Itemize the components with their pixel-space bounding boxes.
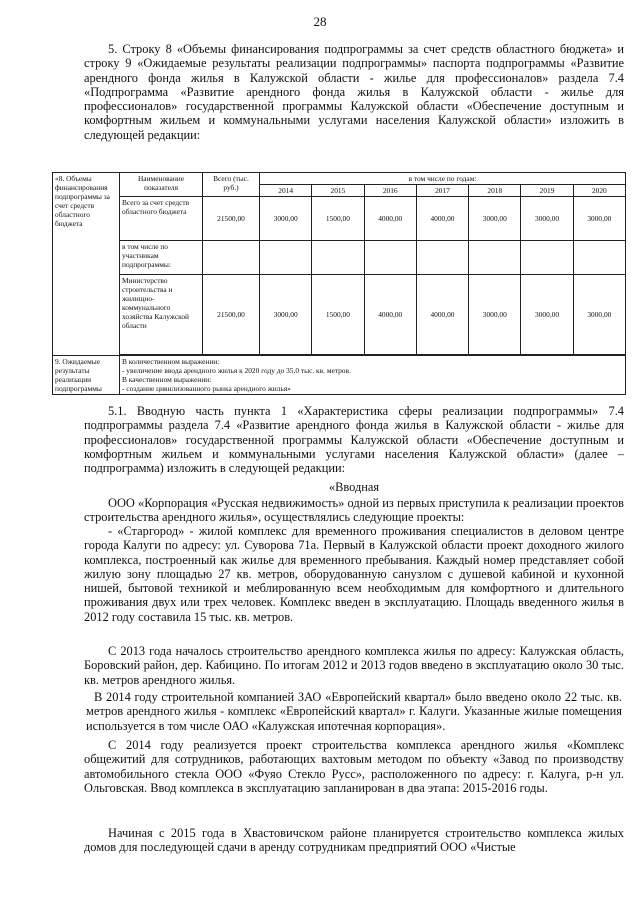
year-header: 2019 (521, 185, 573, 197)
row-total-value: 3000,00 (469, 197, 521, 241)
paragraph-2014-complex: С 2014 году реализуется проект строительства комплекса арендного жилья «Комплекс общежитий для сотрудников, работающих вахтовым методом по объекту «Завод по производству автомобильного стекла ООО «Фуяо Стекло Русс», расположенного по адресу: г. Калуга, р-н ул. Ольговская. Ввод комплекса в эксплуатацию запланирован в два этапа: 2015-2016 годы. (84, 738, 624, 795)
row-total-value: 4000,00 (416, 197, 468, 241)
year-header: 2015 (312, 185, 364, 197)
row9-line: - увеличение ввода арендного жилья к 2020 году до 35,0 тыс. кв. метров. (122, 366, 351, 375)
row-ministry-value: 4000,00 (416, 275, 468, 355)
row-total-label: Всего за счет средств областного бюджета (120, 197, 203, 241)
page-number: 28 (313, 14, 327, 29)
row-ministry-value: 3000,00 (573, 275, 625, 355)
year-header: 2014 (260, 185, 312, 197)
row8-label: «8. Объемы финансирования подпрограммы за счет средств областного бюджета (53, 173, 120, 356)
row-total-value: 3000,00 (521, 197, 573, 241)
row-total-sum: 21500,00 (203, 197, 260, 241)
row-participants-label: в том числе по участникам подпрограммы: (120, 241, 203, 275)
year-header: 2020 (573, 185, 625, 197)
row9-line: - создание цивилизованного рынка арендного жилья» (122, 384, 291, 393)
paragraph-2013: С 2013 года началось строительство арендного комплекса жилья по адресу: Калужская область, Боровский район, дер. Кабицино. По итогам 2012 и 2013 годов введено в эксплуатацию около 30 тыс. кв. метров арендного жилья. (84, 644, 624, 687)
row-ministry-value: 3000,00 (521, 275, 573, 355)
intro-paragraph: 5. Строку 8 «Объемы финансирования подпрограммы за счет средств областного бюджета» и строку 9 «Ожидаемые результаты реализации подпрограммы» паспорта подпрограммы «Развитие арендного фонда жилья в Калужской области - жилье для профессионалов» раздела 7.4 «Подпрограмма «Развитие арендного фонда жилья в Калужской области - жилье для профессионалов» государственной программы Калужской области «Обеспечение доступным и комфортным жильем и коммунальными услугами населения Калужской области» изложить в следующей редакции: (84, 42, 624, 142)
row9-line: В качественном выражении: (122, 375, 212, 384)
col-name-header: Наименование показателя (120, 173, 203, 197)
col-total-header: Всего (тыс. руб.) (203, 173, 260, 197)
row-ministry-sum: 21500,00 (203, 275, 260, 355)
row-total-value: 3000,00 (573, 197, 625, 241)
row-total-value: 4000,00 (364, 197, 416, 241)
year-header: 2016 (364, 185, 416, 197)
paragraph-stargorod: - «Старгород» - жилой комплекс для временного проживания специалистов в деловом центре города Калуги по адресу: ул. Суворова 71а. Первый в Калужской области проект доходного жилого комплекса, построенный как жилье для временного пребывания. Каждый номер представляет собой жилую зону площадью 27 кв. метров, оборудованную санузлом с душевой кабиной и кухонной нишей, бытовой техникой и меблированную всем необходимым для комфортного и длительного проживания двух или трех человек. Комплекс введен в эксплуатацию. Площадь введенного жилья в 2012 году составила 15 тыс. кв. метров. (84, 524, 624, 624)
year-header: 2018 (469, 185, 521, 197)
row-ministry-value: 4000,00 (364, 275, 416, 355)
row9-label: 9. Ожидаемые результаты реализации подпрограммы (53, 356, 120, 395)
paragraph-5-1: 5.1. Вводную часть пункта 1 «Характеристика сферы реализации подпрограммы» 7.4 подпрограммы раздела 7.4 «Развитие арендного фонда жилья в Калужской области - жилье для профессионалов» государственной программы Калужской области «Обеспечение доступным и комфортным жильем и коммунальными услугами населения Калужской области» (далее – подпрограмма) изложить в следующей редакции: (84, 404, 624, 476)
row-total-value: 3000,00 (260, 197, 312, 241)
row-ministry-value: 3000,00 (469, 275, 521, 355)
row-ministry-label: Министерство строительства и жилищно-коммунального хозяйства Калужской области (120, 275, 203, 355)
year-header: 2017 (416, 185, 468, 197)
row-ministry-value: 3000,00 (260, 275, 312, 355)
row-ministry-value: 1500,00 (312, 275, 364, 355)
paragraph-2015: Начиная с 2015 года в Хвастовичском районе планируется строительство комплекса жилых домов для последующей сдачи в аренду сотрудникам предприятий ООО «Чистые (84, 826, 624, 855)
financing-table (52, 172, 626, 395)
col-years-header: в том числе по годам: (260, 173, 626, 185)
row-total-value: 1500,00 (312, 197, 364, 241)
section-heading: «Вводная (328, 480, 380, 494)
paragraph-corporation: ООО «Корпорация «Русская недвижимость» одной из первых приступила к реализации проектов строительства арендного жилья», осуществлялись следующие проекты: (84, 496, 624, 525)
paragraph-2014: В 2014 году строительной компанией ЗАО «Европейский квартал» было введено около 22 тыс. кв. метров арендного жилья - комплекс «Европейский квартал» г. Калуги. Указанные жилые помещения используется в том числе ОАО «Калужская ипотечная корпорация». (86, 690, 622, 733)
row9-line: В количественном выражении: (122, 357, 220, 366)
